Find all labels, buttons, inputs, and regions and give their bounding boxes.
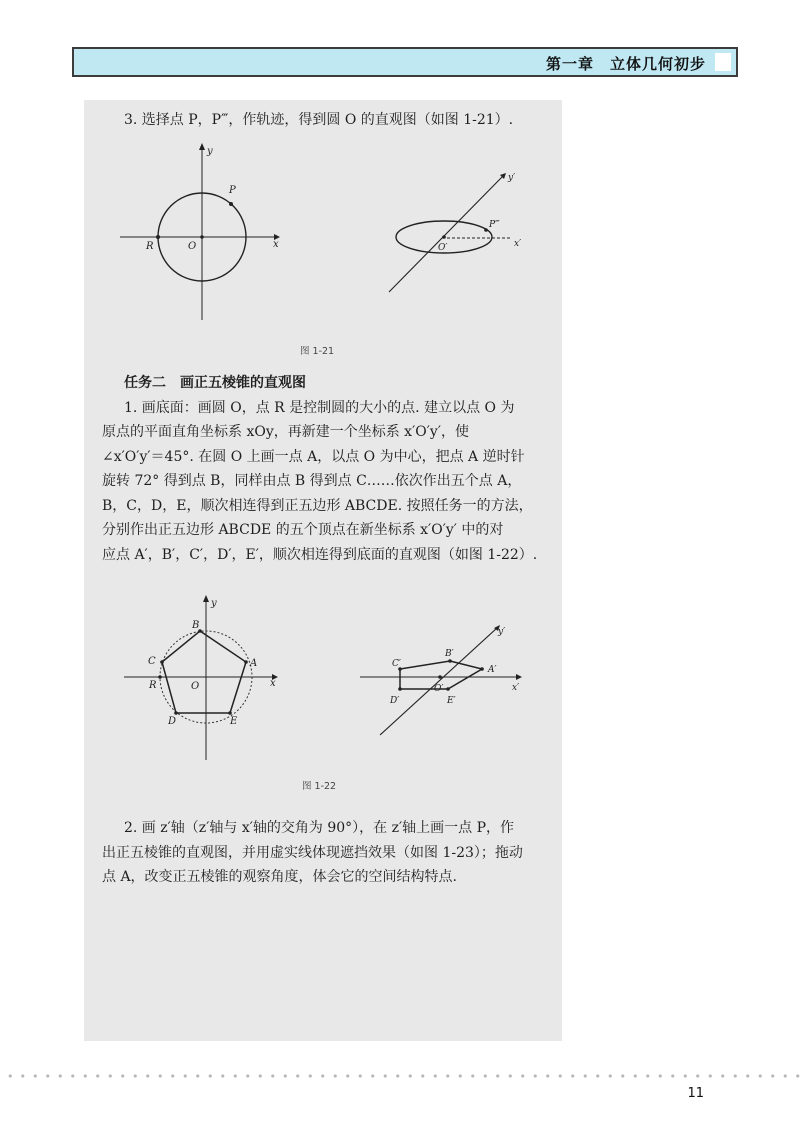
label-x: x <box>273 239 279 250</box>
figure-1-21-caption: 图 1-21 <box>300 346 335 357</box>
page-number: 11 <box>687 1086 704 1101</box>
y-prime-axis <box>380 628 497 735</box>
label-o-prime: O′ <box>434 684 444 694</box>
task2-line-4: 旋转 72° 得到点 B，同样由点 B 得到点 C……依次作出五个点 A， <box>102 473 522 489</box>
figure-1-22-caption: 图 1-22 <box>302 781 337 792</box>
y-prime-axis <box>389 176 503 292</box>
figure-1-22-left <box>124 595 278 760</box>
figure-1-21-right <box>389 173 521 292</box>
label-e: E <box>230 716 238 727</box>
label-y: y <box>207 146 213 157</box>
step2-line-2: 出正五棱锥的直观图，并用虚实线体现遮挡效果（如图 1-23）；拖动 <box>102 845 523 861</box>
figure-1-21-left <box>120 143 280 320</box>
label-d: D <box>168 716 177 727</box>
task2-line-2: 原点的平面直角坐标系 xOy，再新建一个坐标系 x′O′y′，使 <box>102 424 469 440</box>
label-o-prime: O′ <box>438 243 448 253</box>
header-corner-box <box>715 53 731 71</box>
label-y-prime: y′ <box>498 627 506 637</box>
figure-1-22-right <box>360 625 522 735</box>
label-e-prime: E′ <box>447 696 456 706</box>
label-p-triple-prime: P‴ <box>489 220 500 230</box>
step2-line-1: 2. 画 z′轴（z′轴与 x′轴的交角为 90°），在 z′轴上画一点 P，作 <box>124 820 515 836</box>
step2-line-3: 点 A，改变正五棱锥的观察角度，体会它的空间结构特点. <box>102 869 458 885</box>
label-y: y <box>211 598 217 609</box>
label-y-prime: y′ <box>508 173 516 183</box>
chapter-title: 第一章 立体几何初步 <box>545 55 706 73</box>
label-b-prime: B′ <box>445 649 454 659</box>
task2-line-5: B，C，D，E，顺次相连得到正五边形 ABCDE. 按照任务一的方法， <box>102 498 533 514</box>
task2-line-1: 1. 画底面：画圆 O，点 R 是控制圆的大小的点. 建立以点 O 为 <box>124 400 515 416</box>
task2-line-7: 应点 A′，B′，C′，D′，E′，顺次相连得到底面的直观图（如图 1-22）. <box>102 547 538 563</box>
task2-line-6: 分别作出正五边形 ABCDE 的五个顶点在新坐标系 x′O′y′ 中的对 <box>102 522 504 538</box>
label-r: R <box>149 680 157 691</box>
label-x-prime: x′ <box>514 239 522 249</box>
task2-line-3: ∠x′O′y′＝45°. 在圆 O 上画一点 A，以点 O 为中心，把点 A 逆时针 <box>102 449 525 465</box>
step3-text: 3. 选择点 P，P‴，作轨迹，得到圆 O 的直观图（如图 1-21）. <box>124 112 514 128</box>
label-o: O <box>188 241 197 252</box>
label-a-prime: A′ <box>488 665 497 675</box>
task2-heading: 任务二 画正五棱锥的直观图 <box>124 375 306 391</box>
label-x-prime: x′ <box>512 683 520 693</box>
label-r: R <box>146 241 154 252</box>
chapter-header <box>72 47 738 77</box>
figure-1-22 <box>84 590 562 775</box>
label-c: C <box>148 656 156 667</box>
label-x: x <box>270 678 276 689</box>
footer-dotted-rule <box>0 1074 800 1078</box>
label-d-prime: D′ <box>390 696 400 706</box>
figure-1-21 <box>84 130 562 350</box>
label-b: B <box>192 620 200 631</box>
label-c-prime: C′ <box>392 659 401 669</box>
label-o: O <box>191 681 200 692</box>
label-a: A <box>250 658 258 669</box>
label-p: P <box>229 185 236 196</box>
